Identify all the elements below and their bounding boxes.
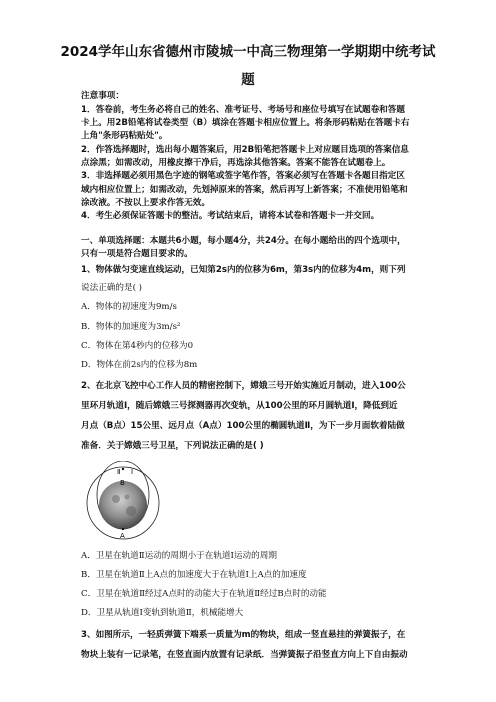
section-heading: 只有一项是符合题目要求的。 — [81, 249, 193, 259]
q2-option-d: D．卫星从轨道Ⅰ变轨到轨道Ⅱ，机械能增大 — [81, 608, 244, 618]
q2-option-b: B．卫星在轨道Ⅱ上A点的加速度大于在轨道Ⅰ上A点的加速度 — [81, 570, 307, 580]
moon-orbit-figure — [83, 461, 163, 543]
notice-heading: 注意事项： — [81, 91, 124, 101]
q3-stem: 3、如图所示，一轻质弹簧下端系一质量为m的物块，组成一竖直悬挂的弹簧振子，在 — [81, 630, 406, 640]
section-heading: 一、单项选择题：本题共6小题，每小题4分，共24分。在每小题给出的四个选项中， — [81, 236, 406, 246]
q2-stem: 2、在北京飞控中心工作人员的精密控制下，嫦娥三号开始实施近月制动，进入100公 — [81, 381, 406, 391]
notice-line: 点涂黑；如需改动，用橡皮擦干净后，再选涂其他答案。答案不能答在试题卷上。 — [81, 158, 391, 168]
notice-line: 上角"条形码粘贴处"。 — [81, 131, 168, 141]
q1-stem: 说法正确的是( ) — [81, 283, 142, 293]
point-a-label: A — [120, 532, 125, 540]
exam-title-line2: 题 — [241, 72, 255, 88]
q2-stem: 准备．关于嫦娥三号卫星，下列说法正确的是( ) — [81, 441, 264, 451]
notice-line: 涂改液。不按以上要求作答无效。 — [81, 198, 210, 208]
q3-stem: 物块上装有一记录笔，在竖直面内放置有记录纸．当弹簧振子沿竖直方向上下自由振动 — [81, 650, 408, 660]
q2-stem: 里环月轨道Ⅰ，随后嫦娥三号探测器再次变轨，从100公里的环月圆轨道Ⅰ，降低到近 — [81, 401, 398, 411]
moon-icon — [99, 481, 147, 529]
q1-stem: 1、物体做匀变速直线运动，已知第2s内的位移为6m，第3s内的位移为4m，则下列 — [81, 265, 406, 275]
notice-line: 1．答卷前，考生务必将自己的姓名、准考证号、考场号和座位号填写在试题卷和答题 — [81, 105, 405, 115]
exam-title-line1: 2024学年山东省德州市陵城一中高三物理第一学期期中统考试 — [60, 44, 436, 60]
notice-line: 卡上。用2B铅笔将试卷类型（B）填涂在答题卡相应位置上。将条形码粘贴在答题卡右 — [81, 118, 410, 128]
notice-line: 2．作答选择题时，选出每小题答案后，用2B铅笔把答题卡上对应题目选项的答案信息 — [81, 145, 409, 155]
notice-line: 域内相应位置上；如需改动，先划掉原来的答案，然后再写上新答案；不准使用铅笔和 — [81, 185, 408, 195]
q1-option-c: C．物体在第4秒内的位移为0 — [81, 341, 194, 351]
notice-line: 3．非选择题必须用黑色字迹的钢笔或签字笔作答，答案必须写在答题卡各题目指定区 — [81, 171, 405, 181]
orbit-label-2: Ⅱ — [117, 468, 121, 476]
q2-option-c: C．卫星在轨道Ⅱ经过A点时的动能大于在轨道Ⅱ经过B点时的动能 — [81, 589, 327, 599]
orbit-label-1: Ⅰ — [131, 468, 134, 476]
q1-option-b: B．物体的加速度为3m/s² — [81, 322, 181, 332]
notice-line: 4．考生必须保证答题卡的整洁。考试结束后，请将本试卷和答题卡一并交回。 — [81, 211, 380, 221]
q2-stem: 月点（B点）15公里、远月点（A点）100公里的椭圆轨道Ⅱ，为下一步月面软着陆做 — [81, 421, 405, 431]
q1-option-d: D．物体在前2s内的位移为8m — [81, 360, 198, 370]
point-b-label: B — [120, 479, 125, 487]
q2-option-a: A．卫星在轨道Ⅱ运动的周期小于在轨道Ⅰ运动的周期 — [81, 551, 277, 561]
q1-option-a: A．物体的初速度为9m/s — [81, 302, 177, 312]
